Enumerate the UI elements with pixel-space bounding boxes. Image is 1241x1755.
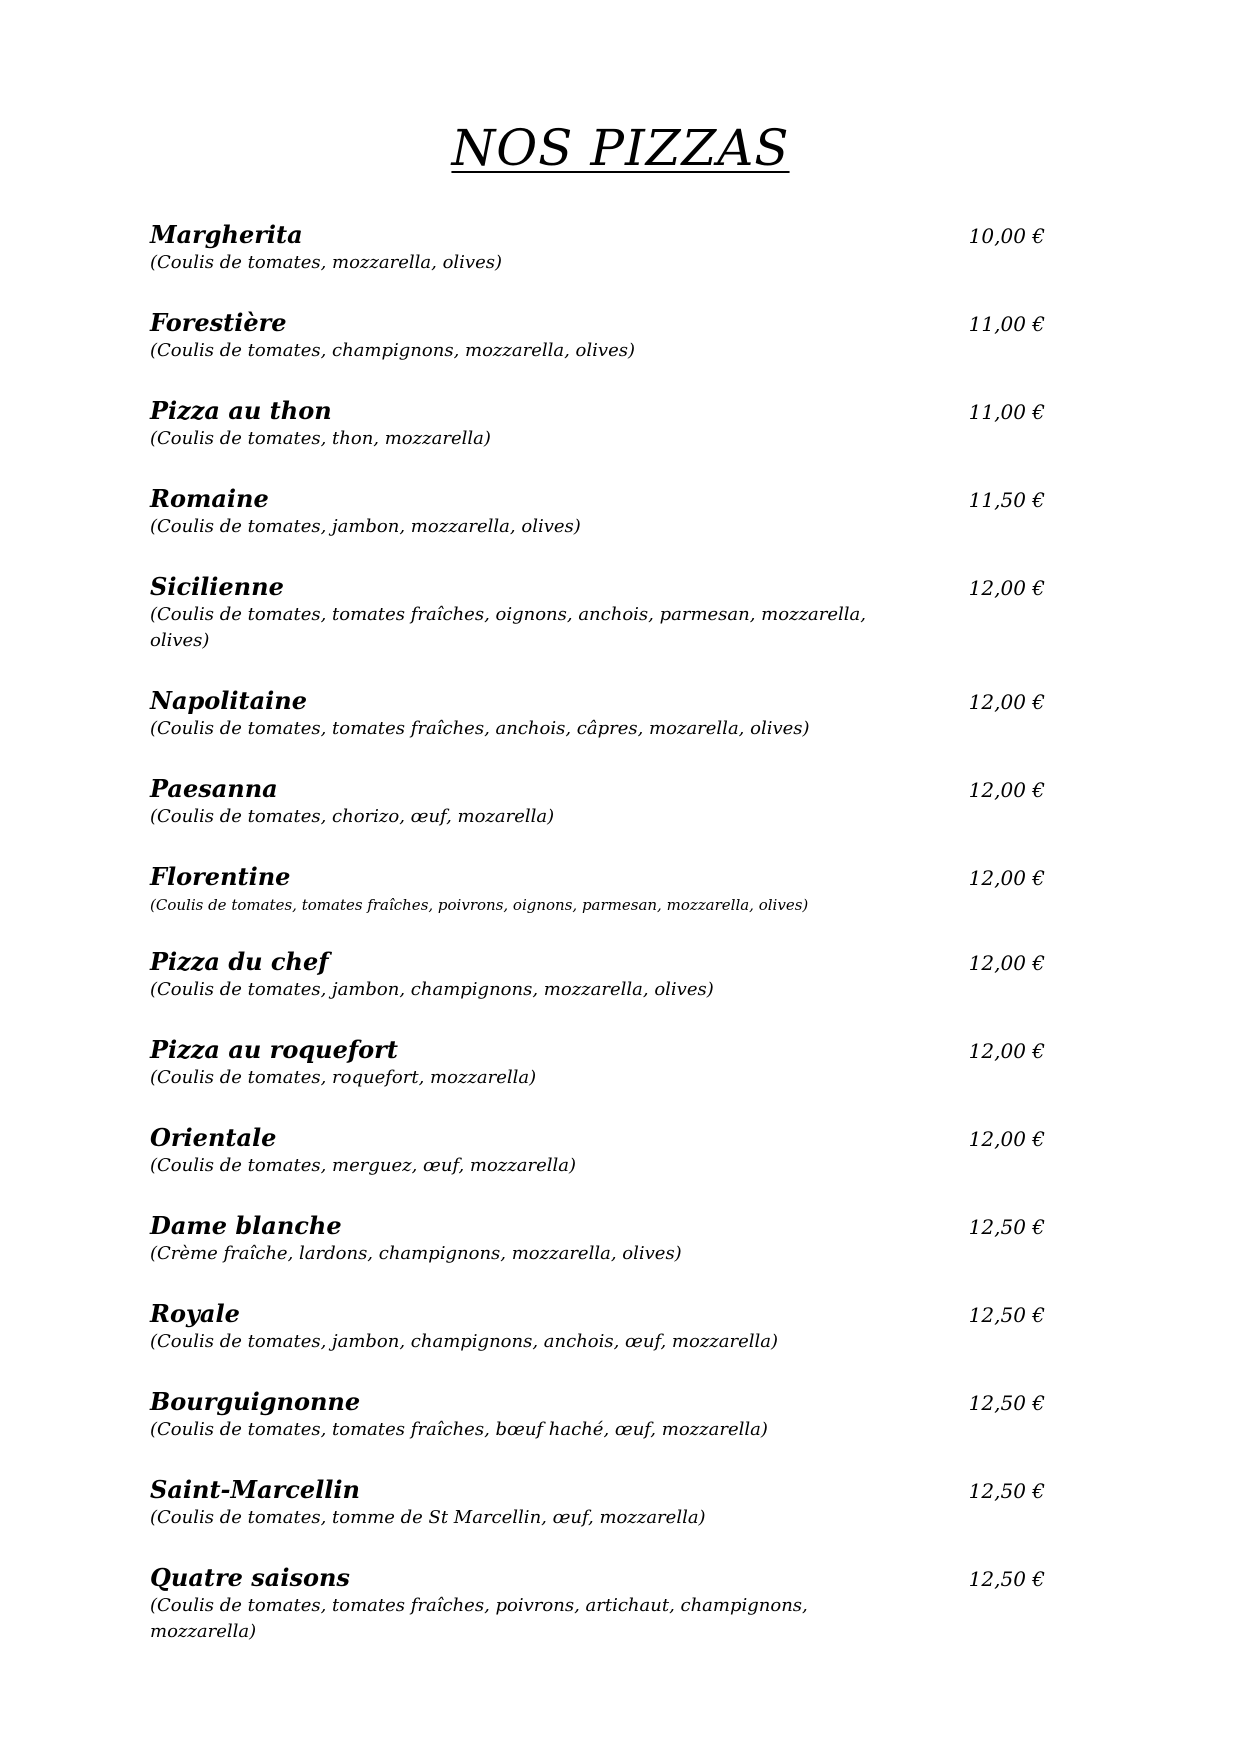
item-price: 12,00 €	[968, 576, 1045, 600]
item-description: (Coulis de tomates, tomates fraîches, poivrons, oignons, parmesan, mozzarella, olives)	[150, 896, 809, 914]
item-price: 12,50 €	[968, 1391, 1045, 1415]
item-description: (Coulis de tomates, mozzarella, olives)	[150, 252, 503, 273]
item-name: Margherita	[150, 220, 303, 249]
menu-item	[150, 572, 1045, 654]
page-title: NOS PIZZAS	[451, 119, 790, 177]
item-price: 11,00 €	[968, 400, 1045, 424]
item-price: 12,50 €	[968, 1215, 1045, 1239]
item-description: (Coulis de tomates, tomates fraîches, poivrons, artichaut, champignons, mozzarella)	[150, 1595, 808, 1642]
item-name: Florentine	[150, 862, 291, 891]
menu-item	[150, 686, 1045, 742]
item-name: Royale	[150, 1299, 240, 1328]
item-description: (Coulis de tomates, tomme de St Marcellin, œuf, mozzarella)	[150, 1507, 706, 1528]
item-description: (Coulis de tomates, jambon, champignons, anchois, œuf, mozzarella)	[150, 1331, 779, 1352]
item-price: 12,00 €	[968, 1127, 1045, 1151]
item-price: 12,00 €	[968, 778, 1045, 802]
menu-item	[150, 1387, 1045, 1443]
item-name: Napolitaine	[150, 686, 307, 715]
item-name: Quatre saisons	[150, 1563, 350, 1592]
item-description: (Coulis de tomates, tomates fraîches, oignons, anchois, parmesan, mozzarella, olives)	[150, 604, 867, 651]
menu-item	[150, 1123, 1045, 1179]
item-name: Dame blanche	[150, 1211, 342, 1240]
menu-item	[150, 1035, 1045, 1091]
item-description: (Coulis de tomates, tomates fraîches, bœuf haché, œuf, mozzarella)	[150, 1419, 768, 1440]
item-price: 12,50 €	[968, 1567, 1045, 1591]
item-price: 12,00 €	[968, 951, 1045, 975]
item-name: Pizza du chef	[150, 947, 329, 976]
item-description: (Coulis de tomates, merguez, œuf, mozzarella)	[150, 1155, 577, 1176]
menu-item	[150, 308, 1045, 364]
item-description: (Coulis de tomates, jambon, mozzarella, olives)	[150, 516, 581, 537]
menu-item	[150, 947, 1045, 1003]
item-description: (Coulis de tomates, thon, mozzarella)	[150, 428, 491, 449]
item-description: (Coulis de tomates, tomates fraîches, anchois, câpres, mozarella, olives)	[150, 718, 810, 739]
item-price: 12,50 €	[968, 1303, 1045, 1327]
menu-item	[150, 862, 1045, 918]
item-price: 11,50 €	[968, 488, 1045, 512]
item-price: 12,00 €	[968, 1039, 1045, 1063]
menu-item	[150, 396, 1045, 452]
item-description: (Crème fraîche, lardons, champignons, mozzarella, olives)	[150, 1243, 682, 1264]
item-description: (Coulis de tomates, chorizo, œuf, mozarella)	[150, 806, 555, 827]
menu-item	[150, 484, 1045, 540]
item-price: 10,00 €	[968, 224, 1045, 248]
item-name: Pizza au roquefort	[150, 1035, 398, 1064]
item-name: Saint-Marcellin	[150, 1475, 360, 1504]
item-price: 11,00 €	[968, 312, 1045, 336]
item-name: Orientale	[150, 1123, 277, 1152]
item-price: 12,00 €	[968, 690, 1045, 714]
item-name: Romaine	[150, 484, 269, 513]
menu-item	[150, 1563, 1045, 1645]
item-price: 12,00 €	[968, 866, 1045, 890]
item-price: 12,50 €	[968, 1479, 1045, 1503]
item-description: (Coulis de tomates, roquefort, mozzarella)	[150, 1067, 537, 1088]
menu-item	[150, 1475, 1045, 1531]
menu-item	[150, 220, 1045, 276]
menu-item	[150, 1299, 1045, 1355]
menu-item	[150, 1211, 1045, 1267]
item-name: Bourguignonne	[150, 1387, 361, 1416]
item-name: Sicilienne	[150, 572, 284, 601]
item-name: Paesanna	[150, 774, 278, 803]
item-name: Pizza au thon	[150, 396, 332, 425]
item-description: (Coulis de tomates, jambon, champignons, mozzarella, olives)	[150, 979, 714, 1000]
item-description: (Coulis de tomates, champignons, mozzarella, olives)	[150, 340, 635, 361]
menu-item	[150, 774, 1045, 830]
item-name: Forestière	[150, 308, 287, 337]
